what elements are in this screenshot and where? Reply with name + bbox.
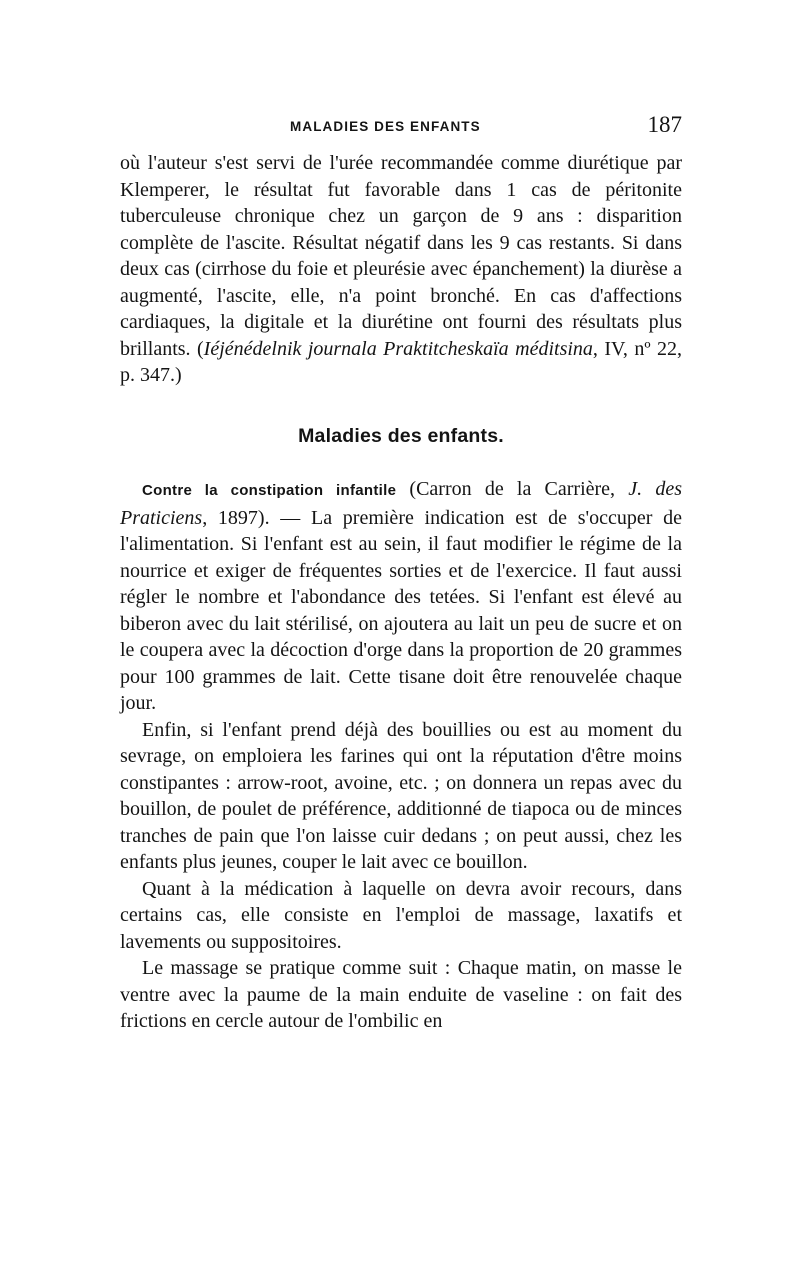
running-title: MALADIES DES ENFANTS	[290, 119, 481, 134]
article-journal: J. des Praticiens	[120, 478, 682, 529]
journal-citation: Iéjénédelnik journala Praktitcheskaïa méditsina	[203, 337, 593, 360]
section-title: Maladies des enfants.	[298, 424, 504, 447]
article-paragraph-4: Le massage se pratique comme suit : Chaque matin, on masse le ventre avec la paume de la main enduite de vaseline : on fait des frictions en cercle autour de l'ombilic en	[120, 957, 682, 1032]
running-head	[120, 112, 682, 142]
article-heading: Contre la constipation infantile	[142, 482, 397, 499]
page-number: 187	[647, 112, 682, 137]
body-text	[120, 150, 682, 1035]
article-paragraph-3: Quant à la médication à laquelle on devra avoir recours, dans certains cas, elle consiste en l'emploi de massage, laxatifs et lavements ou suppositoires.	[120, 877, 682, 953]
continuation-paragraph	[120, 150, 682, 389]
continuation-text: où l'auteur s'est servi de l'urée recommandée comme diurétique par Klemperer, le résultat fut favorable dans 1 cas de péritonite tuberculeuse chronique chez un garçon de 9 ans : disparition complète de l'ascite. Résultat négatif dans les 9 cas restants. Si dans deux cas (cirrhose du foie et pleurésie avec épanchement) la diurèse a augmenté, l'ascite, elle, n'a point bronché. En cas d'affections cardiaques, la digitale et la diurétine ont fourni des résultats plus brillants. (	[120, 152, 682, 360]
article-paragraph-1-text: , 1897). — La première indication est de s'occuper de l'alimentation. Si l'enfant est au sein, il faut modifier le régime de la nourrice et exiger de fréquentes sorties et de l'exercice. Il faut aussi régler le nombre et l'abondance des tetées. Si l'enfant est élevé au biberon avec du lait stérilisé, on ajoutera au lait un peu de sucre et on le coupera avec la décoction d'orge dans la proportion de 20 grammes pour 100 grammes de lait. Cette tisane doit être renouvelée chaque jour.	[120, 506, 682, 714]
citation-details: , IV, nº 22, p. 347.)	[120, 337, 682, 386]
article-attribution: (Carron de la Carrière,	[396, 478, 629, 500]
article-paragraph-2: Enfin, si l'enfant prend déjà des bouillies ou est au moment du sevrage, on emploiera les farines qui ont la réputation d'être moins constipantes : arrow-root, avoine, etc. ; on donnera un repas avec du bouillon, de poulet de préférence, additionné de tiapoca ou de minces tranches de pain que l'on laisse cuir dedans ; on peut aussi, chez les enfants plus jeunes, couper le lait avec ce bouillon.	[120, 718, 682, 873]
article-paragraph-1	[120, 476, 682, 717]
